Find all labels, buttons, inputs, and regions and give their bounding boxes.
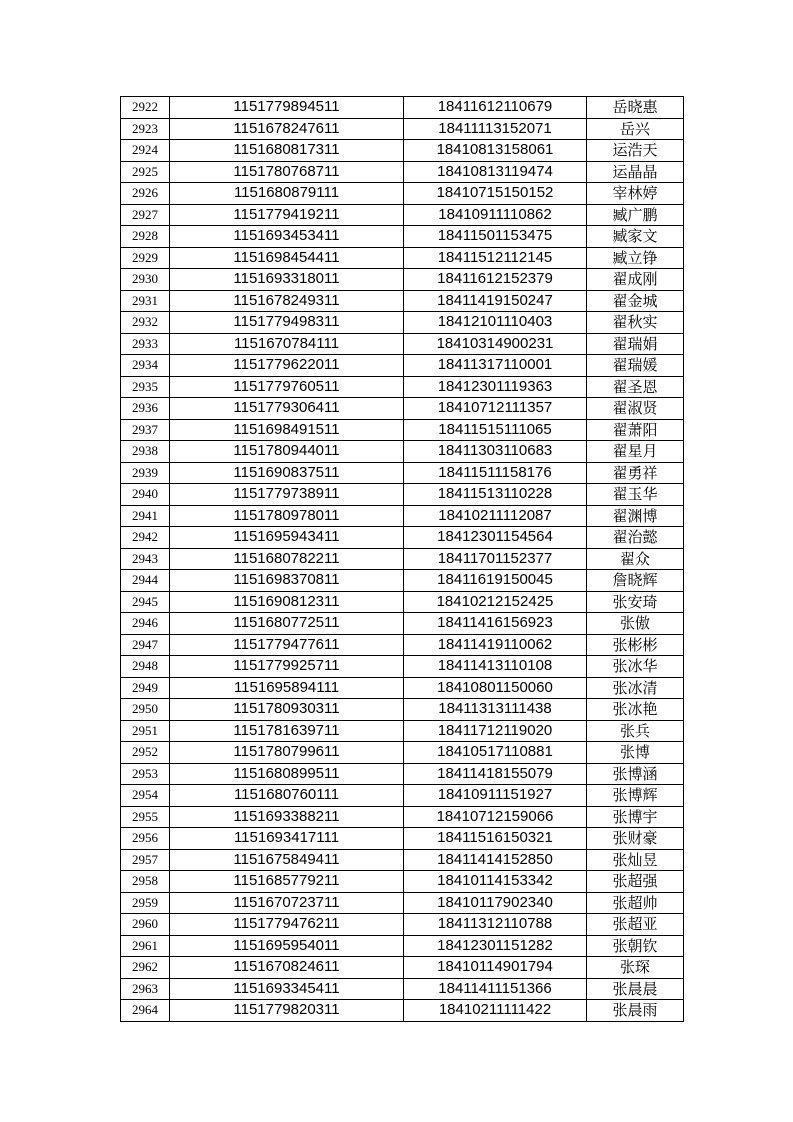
row-sequence-number: 2924: [121, 140, 170, 162]
row-exam-number: 18410813158061: [404, 140, 587, 162]
row-exam-number: 18410801150060: [404, 677, 587, 699]
row-exam-number: 18411303110683: [404, 441, 587, 463]
row-id-number: 1151780944011: [170, 441, 404, 463]
table-row: [121, 763, 684, 785]
row-sequence-number: 2952: [121, 742, 170, 764]
row-person-name: 翟众: [587, 548, 684, 570]
row-sequence-number: 2929: [121, 247, 170, 269]
row-exam-number: 18411418155079: [404, 763, 587, 785]
row-id-number: 1151695943411: [170, 527, 404, 549]
row-id-number: 1151780768711: [170, 161, 404, 183]
row-id-number: 1151779476211: [170, 914, 404, 936]
table-row: [121, 806, 684, 828]
table-row: [121, 591, 684, 613]
row-sequence-number: 2932: [121, 312, 170, 334]
row-sequence-number: 2946: [121, 613, 170, 635]
row-person-name: 张彬彬: [587, 634, 684, 656]
row-person-name: 张超强: [587, 871, 684, 893]
row-sequence-number: 2957: [121, 849, 170, 871]
row-id-number: 1151779925711: [170, 656, 404, 678]
row-person-name: 张晨雨: [587, 1000, 684, 1022]
row-person-name: 臧立铮: [587, 247, 684, 269]
row-id-number: 1151680899511: [170, 763, 404, 785]
row-id-number: 1151680879111: [170, 183, 404, 205]
row-sequence-number: 2933: [121, 333, 170, 355]
row-exam-number: 18411501153475: [404, 226, 587, 248]
row-sequence-number: 2941: [121, 505, 170, 527]
row-id-number: 1151680760111: [170, 785, 404, 807]
row-exam-number: 18411511158176: [404, 462, 587, 484]
row-person-name: 翟勇祥: [587, 462, 684, 484]
row-id-number: 1151779820311: [170, 1000, 404, 1022]
table-row: [121, 785, 684, 807]
row-id-number: 1151698454411: [170, 247, 404, 269]
row-sequence-number: 2927: [121, 204, 170, 226]
roster-table-body: [121, 97, 684, 1022]
row-exam-number: 18411317110001: [404, 355, 587, 377]
row-sequence-number: 2964: [121, 1000, 170, 1022]
row-person-name: 臧家文: [587, 226, 684, 248]
row-sequence-number: 2944: [121, 570, 170, 592]
row-id-number: 1151781639711: [170, 720, 404, 742]
row-sequence-number: 2962: [121, 957, 170, 979]
row-sequence-number: 2958: [121, 871, 170, 893]
row-exam-number: 18411516150321: [404, 828, 587, 850]
row-id-number: 1151680782211: [170, 548, 404, 570]
row-exam-number: 18411414152850: [404, 849, 587, 871]
row-sequence-number: 2939: [121, 462, 170, 484]
row-id-number: 1151693417111: [170, 828, 404, 850]
table-row: [121, 828, 684, 850]
row-person-name: 张兵: [587, 720, 684, 742]
row-sequence-number: 2956: [121, 828, 170, 850]
table-row: [121, 677, 684, 699]
table-row: [121, 398, 684, 420]
row-person-name: 运浩天: [587, 140, 684, 162]
row-person-name: 张安琦: [587, 591, 684, 613]
row-person-name: 张冰华: [587, 656, 684, 678]
row-sequence-number: 2951: [121, 720, 170, 742]
row-person-name: 翟玉华: [587, 484, 684, 506]
row-sequence-number: 2955: [121, 806, 170, 828]
row-person-name: 翟星月: [587, 441, 684, 463]
row-person-name: 翟秋实: [587, 312, 684, 334]
row-id-number: 1151698491511: [170, 419, 404, 441]
row-sequence-number: 2922: [121, 97, 170, 119]
row-person-name: 张傲: [587, 613, 684, 635]
row-exam-number: 18412101110403: [404, 312, 587, 334]
row-id-number: 1151680772511: [170, 613, 404, 635]
row-exam-number: 18412301119363: [404, 376, 587, 398]
table-row: [121, 118, 684, 140]
row-sequence-number: 2949: [121, 677, 170, 699]
row-exam-number: 18411312110788: [404, 914, 587, 936]
table-row: [121, 634, 684, 656]
row-person-name: 翟淑贤: [587, 398, 684, 420]
table-row: [121, 204, 684, 226]
row-id-number: 1151779760511: [170, 376, 404, 398]
row-id-number: 1151685779211: [170, 871, 404, 893]
table-row: [121, 892, 684, 914]
row-id-number: 1151698370811: [170, 570, 404, 592]
row-id-number: 1151780799611: [170, 742, 404, 764]
row-exam-number: 18410712159066: [404, 806, 587, 828]
row-sequence-number: 2954: [121, 785, 170, 807]
row-exam-number: 18411515111065: [404, 419, 587, 441]
row-id-number: 1151695954011: [170, 935, 404, 957]
row-person-name: 詹晓辉: [587, 570, 684, 592]
row-person-name: 翟渊博: [587, 505, 684, 527]
row-exam-number: 18410114153342: [404, 871, 587, 893]
row-sequence-number: 2945: [121, 591, 170, 613]
table-row: [121, 441, 684, 463]
row-id-number: 1151690812311: [170, 591, 404, 613]
row-person-name: 翟瑞媛: [587, 355, 684, 377]
row-sequence-number: 2960: [121, 914, 170, 936]
row-id-number: 1151779419211: [170, 204, 404, 226]
row-id-number: 1151779738911: [170, 484, 404, 506]
row-exam-number: 18411513110228: [404, 484, 587, 506]
row-sequence-number: 2963: [121, 978, 170, 1000]
table-row: [121, 312, 684, 334]
row-exam-number: 18411512112145: [404, 247, 587, 269]
row-person-name: 张朝钦: [587, 935, 684, 957]
row-sequence-number: 2928: [121, 226, 170, 248]
row-exam-number: 18410715150152: [404, 183, 587, 205]
table-row: [121, 613, 684, 635]
row-exam-number: 18410911110862: [404, 204, 587, 226]
row-id-number: 1151690837511: [170, 462, 404, 484]
row-id-number: 1151675849411: [170, 849, 404, 871]
row-sequence-number: 2926: [121, 183, 170, 205]
table-row: [121, 183, 684, 205]
row-person-name: 张超亚: [587, 914, 684, 936]
row-sequence-number: 2925: [121, 161, 170, 183]
row-person-name: 张琛: [587, 957, 684, 979]
row-exam-number: 18411712119020: [404, 720, 587, 742]
table-row: [121, 269, 684, 291]
row-person-name: 翟成刚: [587, 269, 684, 291]
row-id-number: 1151693345411: [170, 978, 404, 1000]
row-id-number: 1151678249311: [170, 290, 404, 312]
row-person-name: 翟圣恩: [587, 376, 684, 398]
table-row: [121, 699, 684, 721]
row-person-name: 张冰清: [587, 677, 684, 699]
row-id-number: 1151670824611: [170, 957, 404, 979]
row-person-name: 张晨晨: [587, 978, 684, 1000]
row-person-name: 张超帅: [587, 892, 684, 914]
row-sequence-number: 2948: [121, 656, 170, 678]
row-id-number: 1151670784111: [170, 333, 404, 355]
row-sequence-number: 2938: [121, 441, 170, 463]
row-id-number: 1151693318011: [170, 269, 404, 291]
row-sequence-number: 2950: [121, 699, 170, 721]
row-id-number: 1151678247611: [170, 118, 404, 140]
row-exam-number: 18410911151927: [404, 785, 587, 807]
table-row: [121, 419, 684, 441]
row-id-number: 1151695894111: [170, 677, 404, 699]
row-person-name: 张博: [587, 742, 684, 764]
row-person-name: 翟萧阳: [587, 419, 684, 441]
table-row: [121, 957, 684, 979]
table-row: [121, 720, 684, 742]
row-person-name: 翟治懿: [587, 527, 684, 549]
row-id-number: 1151779622011: [170, 355, 404, 377]
row-person-name: 翟金城: [587, 290, 684, 312]
row-exam-number: 18411701152377: [404, 548, 587, 570]
row-exam-number: 18411413110108: [404, 656, 587, 678]
row-person-name: 张冰艳: [587, 699, 684, 721]
row-person-name: 岳兴: [587, 118, 684, 140]
row-person-name: 臧广鹏: [587, 204, 684, 226]
row-exam-number: 18412301151282: [404, 935, 587, 957]
row-sequence-number: 2930: [121, 269, 170, 291]
table-row: [121, 978, 684, 1000]
row-id-number: 1151779477611: [170, 634, 404, 656]
row-sequence-number: 2961: [121, 935, 170, 957]
row-exam-number: 18410813119474: [404, 161, 587, 183]
row-id-number: 1151779894511: [170, 97, 404, 119]
row-exam-number: 18411113152071: [404, 118, 587, 140]
row-person-name: 张灿昱: [587, 849, 684, 871]
row-exam-number: 18412301154564: [404, 527, 587, 549]
row-person-name: 岳晓惠: [587, 97, 684, 119]
row-id-number: 1151693388211: [170, 806, 404, 828]
row-id-number: 1151779306411: [170, 398, 404, 420]
row-person-name: 运晶晶: [587, 161, 684, 183]
row-sequence-number: 2943: [121, 548, 170, 570]
row-id-number: 1151779498311: [170, 312, 404, 334]
table-row: [121, 376, 684, 398]
roster-table: [120, 96, 684, 1022]
table-row: [121, 656, 684, 678]
row-id-number: 1151693453411: [170, 226, 404, 248]
row-sequence-number: 2942: [121, 527, 170, 549]
row-exam-number: 18411612110679: [404, 97, 587, 119]
table-row: [121, 849, 684, 871]
table-row: [121, 247, 684, 269]
table-row: [121, 871, 684, 893]
row-exam-number: 18411619150045: [404, 570, 587, 592]
table-row: [121, 1000, 684, 1022]
row-sequence-number: 2936: [121, 398, 170, 420]
row-sequence-number: 2931: [121, 290, 170, 312]
table-row: [121, 935, 684, 957]
row-exam-number: 18410211111422: [404, 1000, 587, 1022]
table-row: [121, 462, 684, 484]
row-sequence-number: 2934: [121, 355, 170, 377]
row-sequence-number: 2923: [121, 118, 170, 140]
row-sequence-number: 2940: [121, 484, 170, 506]
row-person-name: 张财豪: [587, 828, 684, 850]
row-person-name: 翟瑞娟: [587, 333, 684, 355]
table-row: [121, 742, 684, 764]
row-sequence-number: 2935: [121, 376, 170, 398]
row-exam-number: 18411416156923: [404, 613, 587, 635]
row-exam-number: 18411419150247: [404, 290, 587, 312]
row-exam-number: 18411411151366: [404, 978, 587, 1000]
table-row: [121, 484, 684, 506]
row-sequence-number: 2953: [121, 763, 170, 785]
row-id-number: 1151780930311: [170, 699, 404, 721]
row-sequence-number: 2947: [121, 634, 170, 656]
row-person-name: 张博涵: [587, 763, 684, 785]
row-person-name: 宰林婷: [587, 183, 684, 205]
row-exam-number: 18410117902340: [404, 892, 587, 914]
table-row: [121, 548, 684, 570]
row-id-number: 1151670723711: [170, 892, 404, 914]
row-exam-number: 18410712111357: [404, 398, 587, 420]
row-exam-number: 18410211112087: [404, 505, 587, 527]
row-exam-number: 18411313111438: [404, 699, 587, 721]
table-row: [121, 914, 684, 936]
table-row: [121, 140, 684, 162]
table-row: [121, 290, 684, 312]
row-id-number: 1151780978011: [170, 505, 404, 527]
table-row: [121, 333, 684, 355]
table-row: [121, 570, 684, 592]
row-sequence-number: 2937: [121, 419, 170, 441]
row-exam-number: 18410314900231: [404, 333, 587, 355]
row-exam-number: 18410212152425: [404, 591, 587, 613]
table-row: [121, 505, 684, 527]
row-exam-number: 18411419110062: [404, 634, 587, 656]
table-row: [121, 161, 684, 183]
table-row: [121, 355, 684, 377]
row-person-name: 张博辉: [587, 785, 684, 807]
table-row: [121, 97, 684, 119]
table-row: [121, 527, 684, 549]
row-exam-number: 18411612152379: [404, 269, 587, 291]
row-exam-number: 18410114901794: [404, 957, 587, 979]
row-id-number: 1151680817311: [170, 140, 404, 162]
row-exam-number: 18410517110881: [404, 742, 587, 764]
row-sequence-number: 2959: [121, 892, 170, 914]
table-row: [121, 226, 684, 248]
row-person-name: 张博宇: [587, 806, 684, 828]
